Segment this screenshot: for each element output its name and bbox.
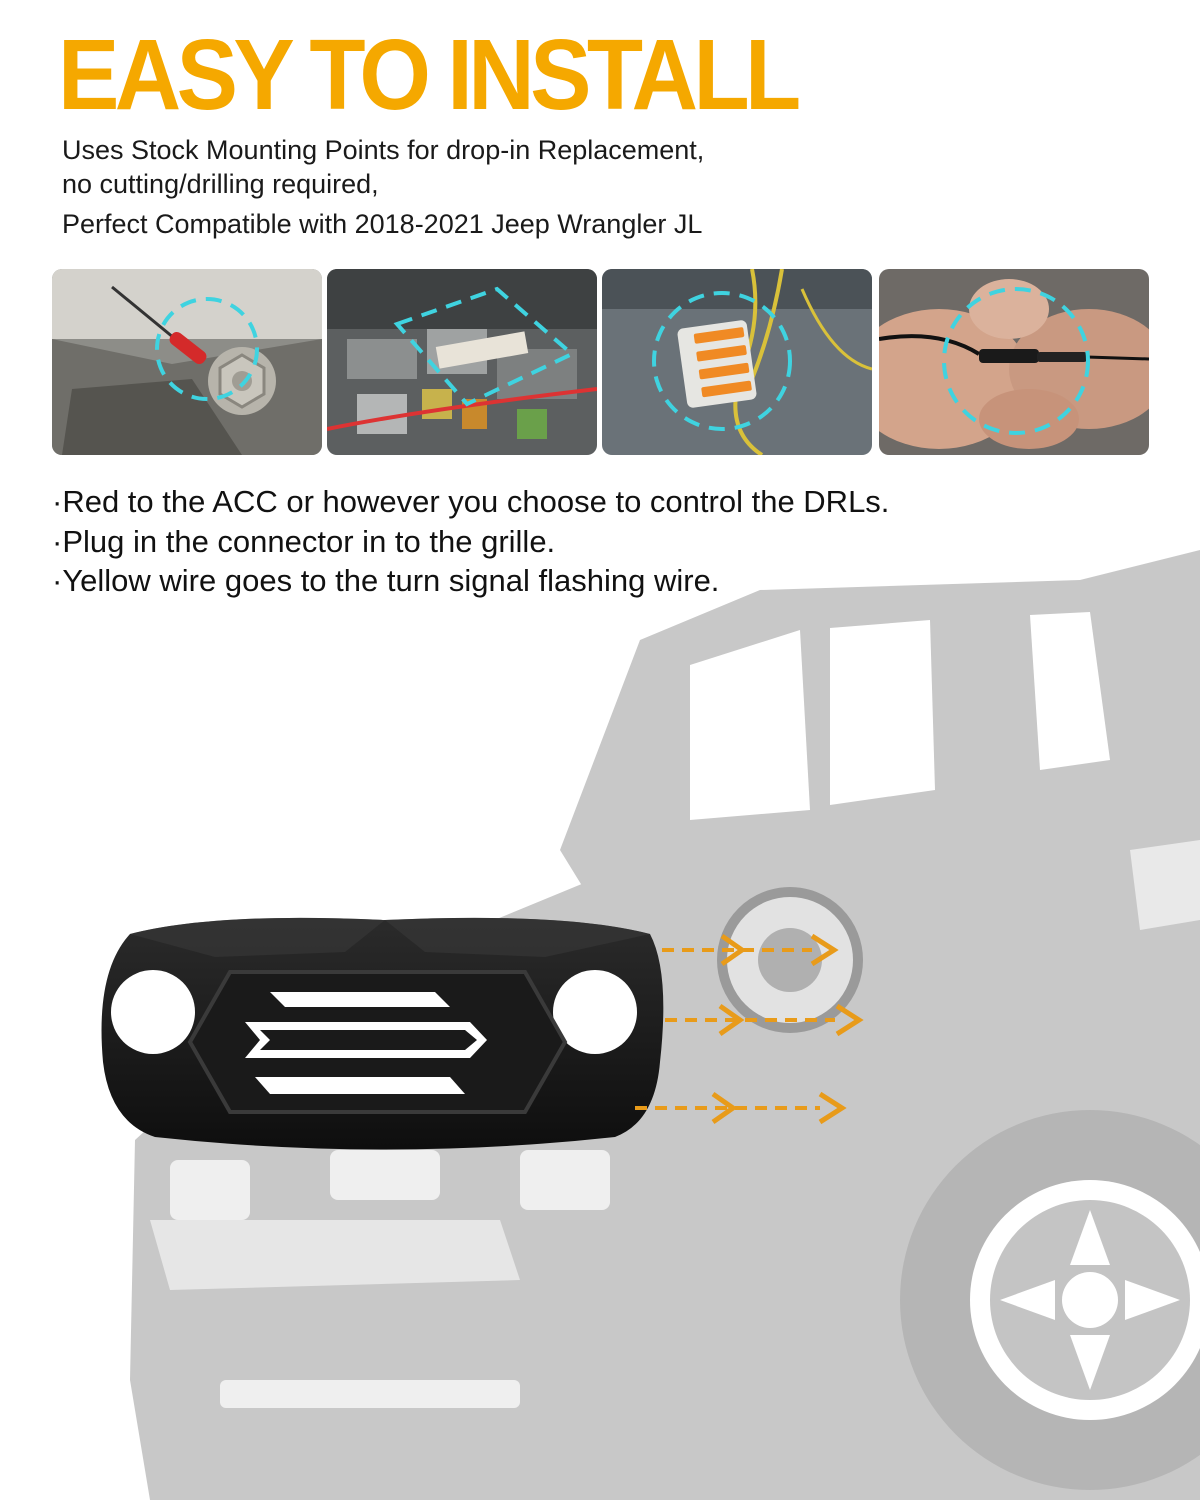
instruction-plug-connector: ·Plug in the connector in to the grille. <box>52 524 556 559</box>
subtitle-line-2: no cutting/drilling required, <box>62 169 379 199</box>
arrow-middle <box>665 1000 865 1040</box>
bolt-terminal-icon <box>52 269 322 455</box>
photo-fuse-box <box>327 269 597 455</box>
photo-plug-connector <box>879 269 1149 455</box>
photo-wire-connector <box>602 269 872 455</box>
subtitle-line-1: Uses Stock Mounting Points for drop-in Replacement, <box>62 135 705 165</box>
arrow-bottom <box>635 1088 850 1128</box>
arrow-top <box>662 930 842 970</box>
wire-connector-icon <box>602 269 872 455</box>
grille-product-image <box>95 912 675 1157</box>
instruction-acc-wire: ·Red to the ACC or however you choose to control the DRLs. <box>52 484 890 519</box>
plug-connector-icon <box>879 269 1149 455</box>
photo-bolt-terminal <box>52 269 322 455</box>
subtitle-line-3: Perfect Compatible with 2018-2021 Jeep Wrangler JL <box>62 209 703 239</box>
instruction-yellow-wire: ·Yellow wire goes to the turn signal flashing wire. <box>52 563 720 598</box>
fuse-box-icon <box>327 269 597 455</box>
page-title: EASY TO INSTALL <box>58 19 797 131</box>
